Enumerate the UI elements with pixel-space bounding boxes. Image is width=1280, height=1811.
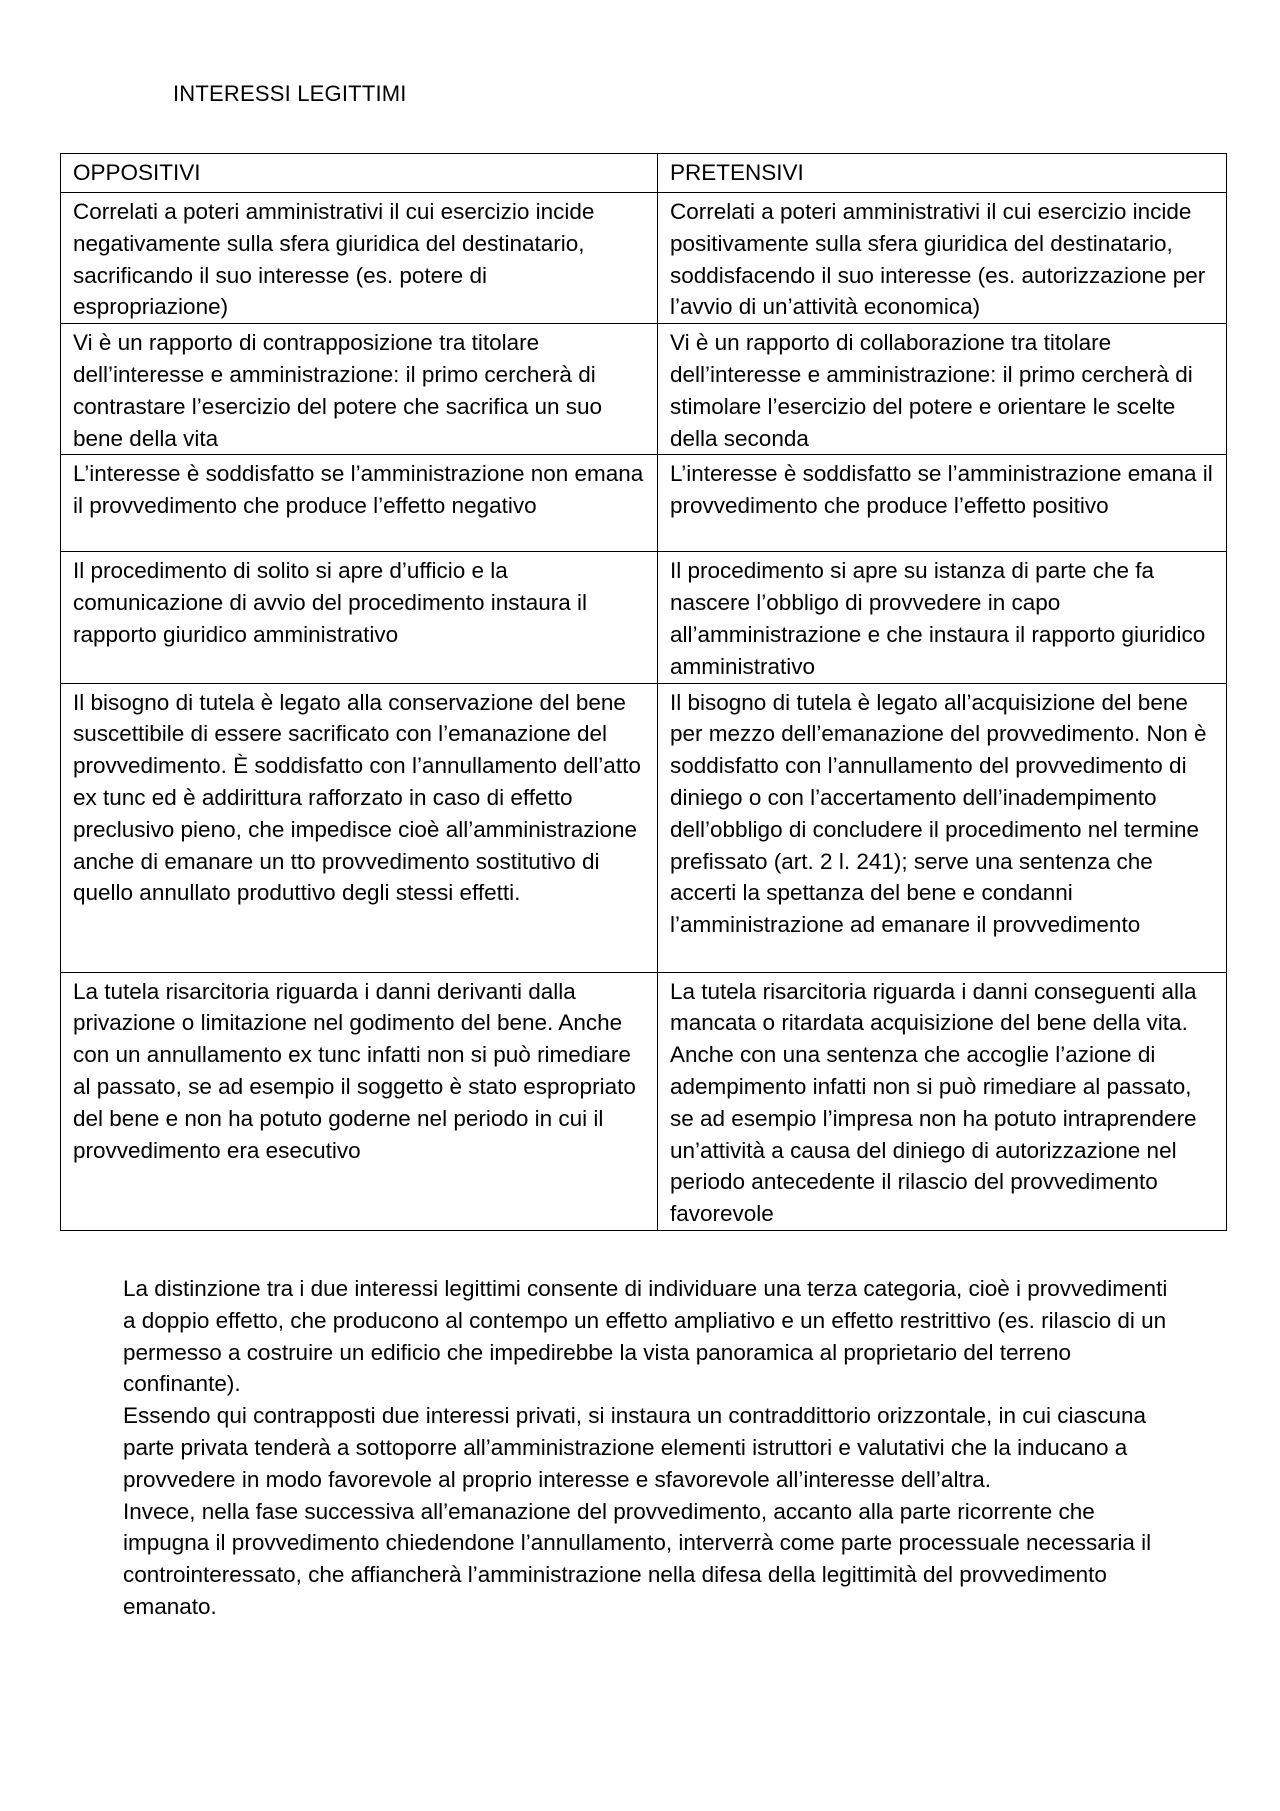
paragraph: Essendo qui contrapposti due interessi privati, si instaura un contraddittorio orizzontale, in cui ciascuna parte privata tenderà a sottoporre all’amministrazione elementi istruttori e valutativi che la inducano a provvedere in modo favorevole al proprio interesse e sfavorevole all’interesse dell’altra. [123, 1403, 1147, 1492]
cell-oppositivi: Vi è un rapporto di contrapposizione tra titolare dell’interesse e amministrazione: il primo cercherà di contrastare l’esercizio del potere che sacrifica un suo bene della vita [61, 324, 658, 455]
cell-oppositivi: L’interesse è soddisfatto se l’amministrazione non emana il provvedimento che produce l’effetto negativo [61, 455, 658, 552]
table-header-row [61, 154, 1227, 193]
paragraph: La distinzione tra i due interessi legittimi consente di individuare una terza categoria, cioè i provvedimenti a doppio effetto, che producono al contempo un effetto ampliativo e un effetto restrittivo (es. rilascio di un permesso a costruire un edificio che impedirebbe la vista panoramica al proprietario del terreno confinante). [123, 1276, 1168, 1397]
cell-pretensivi: Vi è un rapporto di collaborazione tra titolare dell’interesse e amministrazione: il primo cercherà di stimolare l’esercizio del potere e orientare le scelte della seconda [658, 324, 1227, 455]
cell-pretensivi: La tutela risarcitoria riguarda i danni conseguenti alla mancata o ritardata acquisizione del bene della vita. Anche con una sentenza che accoglie l’azione di adempimento infatti non si può rimediare al passato, se ad esempio l’impresa non ha potuto intraprendere un’attività a causa del diniego di autorizzazione nel periodo antecedente il rilascio del provvedimento favorevole [658, 972, 1227, 1230]
table-row [61, 972, 1227, 1230]
cell-oppositivi: Il procedimento di solito si apre d’ufficio e la comunicazione di avvio del procedimento instaura il rapporto giuridico amministrativo [61, 552, 658, 683]
cell-pretensivi: Il procedimento si apre su istanza di parte che fa nascere l’obbligo di provvedere in capo all’amministrazione e che instaura il rapporto giuridico amministrativo [658, 552, 1227, 683]
paragraph: Invece, nella fase successiva all’emanazione del provvedimento, accanto alla parte ricorrente che impugna il provvedimento chiedendone l’annullamento, interverrà come parte processuale necessaria il controinteressato, che affiancherà l’amministrazione nella difesa della legittimità del provvedimento emanato. [123, 1498, 1152, 1619]
cell-pretensivi: L’interesse è soddisfatto se l’amministrazione emana il provvedimento che produce l’effetto positivo [658, 455, 1227, 552]
table-row [61, 324, 1227, 455]
table-row [61, 455, 1227, 552]
document-title: INTERESSI LEGITTIMI [173, 81, 407, 106]
cell-pretensivi: Correlati a poteri amministrativi il cui esercizio incide positivamente sulla sfera giuridica del destinatario, soddisfacendo il suo interesse (es. autorizzazione per l’avvio di un’attività economica) [658, 193, 1227, 324]
table-row [61, 193, 1227, 324]
header-pretensivi: PRETENSIVI [658, 154, 1227, 193]
header-oppositivi: OPPOSITIVI [61, 154, 658, 193]
table-row [61, 552, 1227, 683]
cell-oppositivi: Correlati a poteri amministrativi il cui esercizio incide negativamente sulla sfera giuridica del destinatario, sacrificando il suo interesse (es. potere di espropriazione) [61, 193, 658, 324]
cell-oppositivi: La tutela risarcitoria riguarda i danni derivanti dalla privazione o limitazione nel godimento del bene. Anche con un annullamento ex tunc infatti non si può rimediare al passato, se ad esempio il soggetto è stato espropriato del bene e non ha potuto goderne nel periodo in cui il provvedimento era esecutivo [61, 972, 658, 1230]
table-row [61, 683, 1227, 972]
cell-oppositivi: Il bisogno di tutela è legato alla conservazione del bene suscettibile di essere sacrificato con l’emanazione del provvedimento. È soddisfatto con l’annullamento dell’atto ex tunc ed è addirittura rafforzato in caso di effetto preclusivo pieno, che impedisce cioè all’amministrazione anche di emanare un tto provvedimento sostitutivo di quello annullato produttivo degli stessi effetti. [61, 683, 658, 972]
cell-pretensivi: Il bisogno di tutela è legato all’acquisizione del bene per mezzo dell’emanazione del provvedimento. Non è soddisfatto con l’annullamento del provvedimento di diniego o con l’accertamento dell’inadempimento dell’obbligo di concludere il procedimento nel termine prefissato (art. 2 l. 241); serve una sentenza che accerti la spettanza del bene e condanni l’amministrazione ad emanare il provvedimento [658, 683, 1227, 972]
comparison-table [60, 153, 1227, 1231]
body-text [123, 1273, 1183, 1623]
